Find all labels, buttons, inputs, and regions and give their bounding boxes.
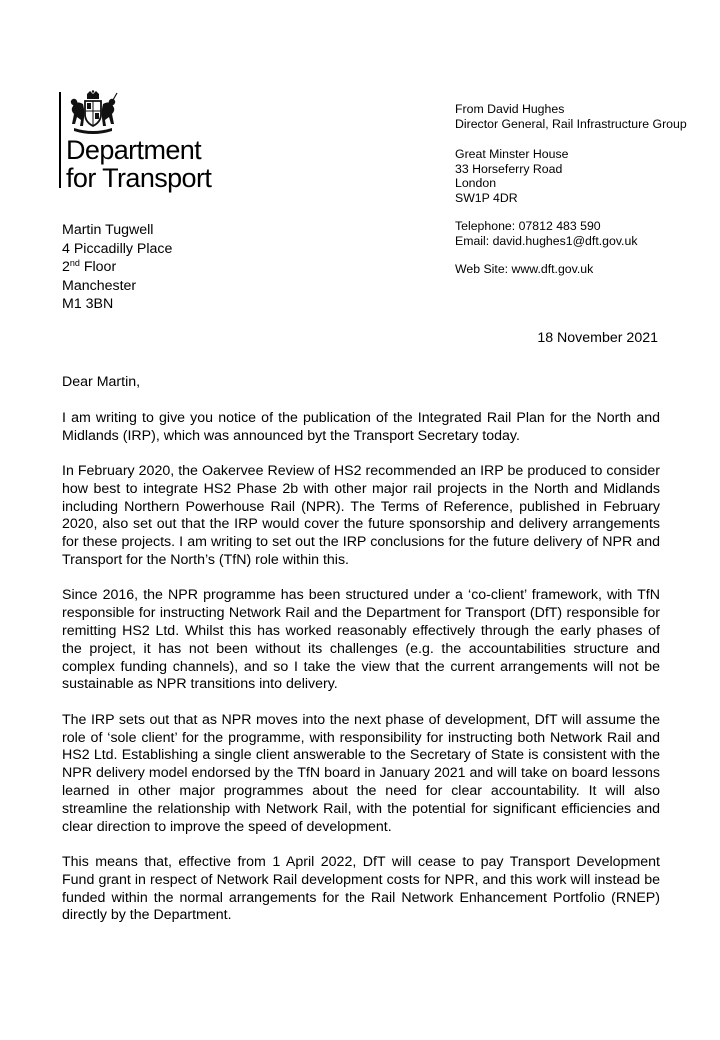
letter-date: 18 November 2021: [537, 330, 658, 346]
sender-address-line: Great Minster House: [455, 147, 569, 161]
recipient-line1: 4 Piccadilly Place: [62, 240, 173, 257]
recipient-floor-suffix: nd: [69, 258, 80, 269]
dept-name-line1: Department: [66, 135, 202, 165]
salutation: Dear Martin,: [62, 374, 141, 390]
body-paragraph: In February 2020, the Oakervee Review of HS2 recommended an IRP be produced to consider how best to integrate HS2 Phase 2b with other major rail projects in the North and Midlands including Northern Powerhouse Rail (NPR). The Terms of Reference, published in February 2020, also set out that the IRP would cover the future sponsorship and delivery arrangements for these projects. I am writing to set out the IRP conclusions for the future delivery of NPR and Transport for the North’s (TfN) role within this.: [62, 462, 660, 568]
body-paragraph: This means that, effective from 1 April 2022, DfT will cease to pay Transport Development Fund grant in respect of Network Rail development costs for NPR, and this work will instead be funded within the normal arrangements for the Rail Network Enhancement Portfolio (RNEP) directly by the Department.: [62, 853, 660, 924]
dept-name-line2: for Transport: [66, 163, 212, 193]
sender-title: Director General, Rail Infrastructure Group: [455, 116, 687, 131]
logo-divider: [59, 92, 61, 188]
sender-website: Web Site: www.dft.gov.uk: [455, 262, 594, 276]
recipient-floor-rest: Floor: [79, 259, 117, 276]
body-paragraph: The IRP sets out that as NPR moves into the next phase of development, DfT will assume the role of ‘sole client’ for the programme, with responsibility for instructing both Network Rail and HS2 Ltd. Establishing a single client answerable to the Secretary of State is consistent with the NPR delivery model endorsed by the TfN board in January 2021 and will take on board lessons learned in other major programmes about the need for clear accountability. It will also streamline the relationship with Network Rail, with the potential for significant efficiencies and clear direction to improve the speed of development.: [62, 711, 660, 835]
royal-coat-of-arms-icon: [66, 90, 120, 134]
department-name: [66, 136, 211, 192]
sender-address-line: London: [455, 176, 497, 191]
sender-email: Email: david.hughes1@dft.gov.uk: [455, 233, 638, 248]
recipient-name: Martin Tugwell: [62, 222, 154, 238]
sender-website-block: [455, 262, 593, 277]
sender-address-line: 33 Horseferry Road: [455, 161, 563, 176]
body-paragraph: Since 2016, the NPR programme has been structured under a ‘co-client’ framework, with TfN responsible for instructing Network Rail and the Department for Transport (DfT) responsible for remitting HS2 Ltd. Whilst this has worked reasonably effectively through the early phases of the project, it has not been without its challenges (e.g. the accountabilities structure and complex funding channels), and so I take the view that the current arrangements will not be sustainable as NPR transitions into delivery.: [62, 587, 660, 693]
recipient-city: Manchester: [62, 277, 137, 294]
letter-body: [62, 374, 660, 943]
sender-header: [455, 102, 687, 131]
recipient-postcode: M1 3BN: [62, 296, 114, 313]
recipient-floor-num: 2: [62, 259, 70, 276]
sender-from: From David Hughes: [455, 102, 565, 116]
recipient-address: [62, 221, 172, 314]
sender-address: [455, 147, 568, 205]
recipient-floor: [62, 258, 172, 277]
body-paragraph: I am writing to give you notice of the publication of the Integrated Rail Plan for the North and Midlands (IRP), which was announced byt the Transport Secretary today.: [62, 409, 660, 444]
sender-telephone: Telephone: 07812 483 590: [455, 219, 601, 233]
sender-contact: [455, 219, 637, 248]
sender-address-line: SW1P 4DR: [455, 190, 518, 205]
